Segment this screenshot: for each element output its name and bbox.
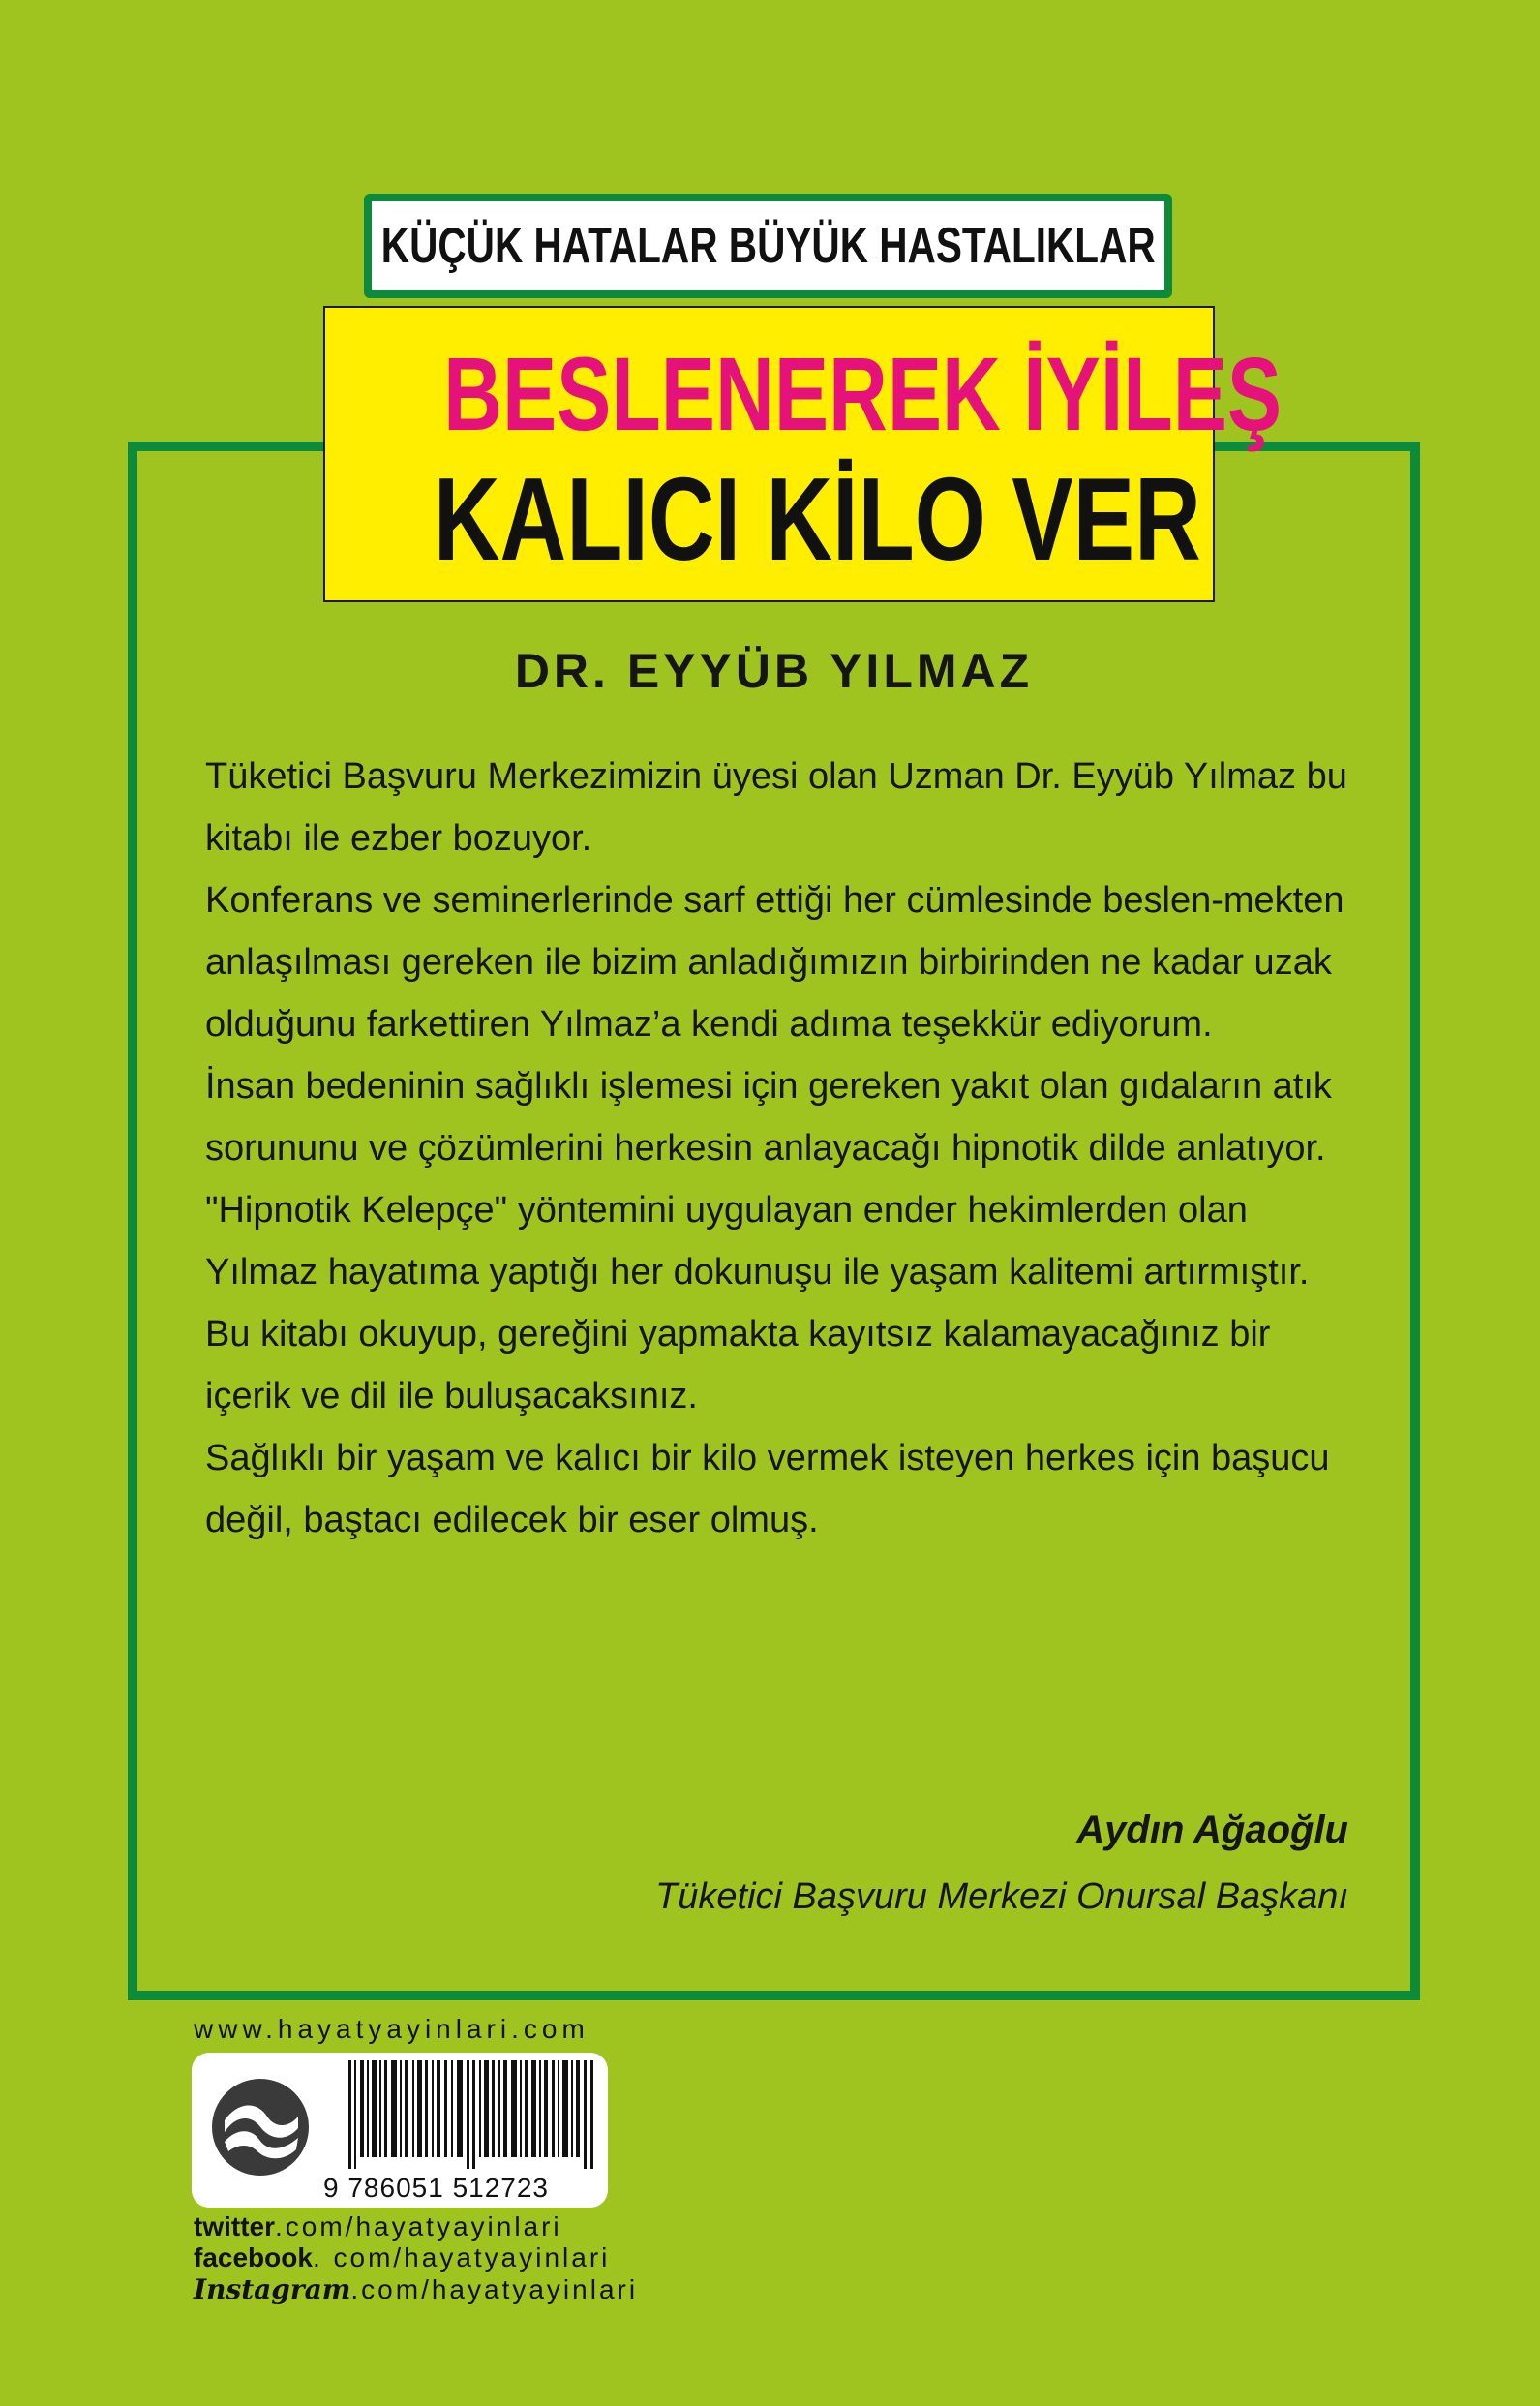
signature-title: Tüketici Başvuru Merkezi Onursal Başkanı: [655, 1876, 1348, 1917]
barcode-icon: [348, 2060, 598, 2169]
blurb-paragraph: Konferans ve seminerlerinde sarf ettiği her cümlesinde beslen-mekten anlaşılması gereken ile bizim anladığımızın birbirinden ne kadar uzak olduğunu farkettiren Yılmaz’a kendi adıma teşekkür ediyorum.: [205, 880, 1344, 1045]
blurb-paragraph: Bu kitabı okuyup, gereğini yapmakta kayıtsız kalamayacağınız bir içerik ve dil ile buluşacaksınız.: [205, 1314, 1271, 1416]
social-handle: .com/hayatyayinlari: [275, 2211, 562, 2241]
blurb-paragraph: İnsan bedeninin sağlıklı işlemesi için gereken yakıt olan gıdaların atık sorununu ve çözümlerini herkesin anlayacağı hipnotik dilde anlatıyor.: [205, 1066, 1332, 1169]
twitter-brand: twitter: [194, 2211, 275, 2241]
social-handle: . com/hayatyayinlari: [312, 2242, 611, 2272]
facebook-brand: facebook: [194, 2242, 313, 2272]
series-label: [364, 194, 1172, 298]
blurb: [205, 746, 1357, 1551]
title-line-1-text: BESLENEREK İYİLEŞ: [443, 335, 1283, 452]
website-link[interactable]: www.hayatyayinlari.com: [194, 2014, 589, 2044]
title-line-2-text: KALICI KİLO VER: [433, 453, 1201, 585]
hayat-logo-icon: [207, 2074, 314, 2180]
title-box: [323, 306, 1283, 602]
blurb-paragraph: "Hipnotik Kelepçe" yöntemini uygulayan ender hekimlerden olan Yılmaz hayatıma yaptığı her dokunuşu ile yaşam kalitemi artırmıştır.: [205, 1190, 1310, 1293]
blurb-paragraph: Sağlıklı bir yaşam ve kalıcı bir kilo vermek isteyen herkes için başucu değil, baştacı edilecek bir eser olmuş.: [205, 1438, 1330, 1540]
social-link-twitter[interactable]: [194, 2211, 562, 2242]
barcode-card: [192, 2053, 608, 2208]
title-line-1: [325, 333, 1283, 454]
social-link-facebook[interactable]: [194, 2242, 610, 2273]
social-link-instagram[interactable]: [194, 2273, 638, 2305]
signature-name: Aydın Ağaoğlu: [1076, 1809, 1348, 1851]
isbn-number: 9 786051 512723: [323, 2173, 549, 2203]
social-handle: .com/hayatyayinlari: [350, 2274, 639, 2304]
instagram-brand: Instagram: [194, 2273, 351, 2305]
series-label-text: KÜÇÜK HATALAR BÜYÜK HASTALIKLAR: [380, 218, 1156, 274]
author-name: DR. EYYÜB YILMAZ: [514, 644, 1034, 698]
title-line-2: [325, 451, 1213, 587]
blurb-paragraph: Tüketici Başvuru Merkezimizin üyesi olan Uzman Dr. Eyyüb Yılmaz bu kitabı ile ezber bozuyor.: [205, 756, 1347, 859]
